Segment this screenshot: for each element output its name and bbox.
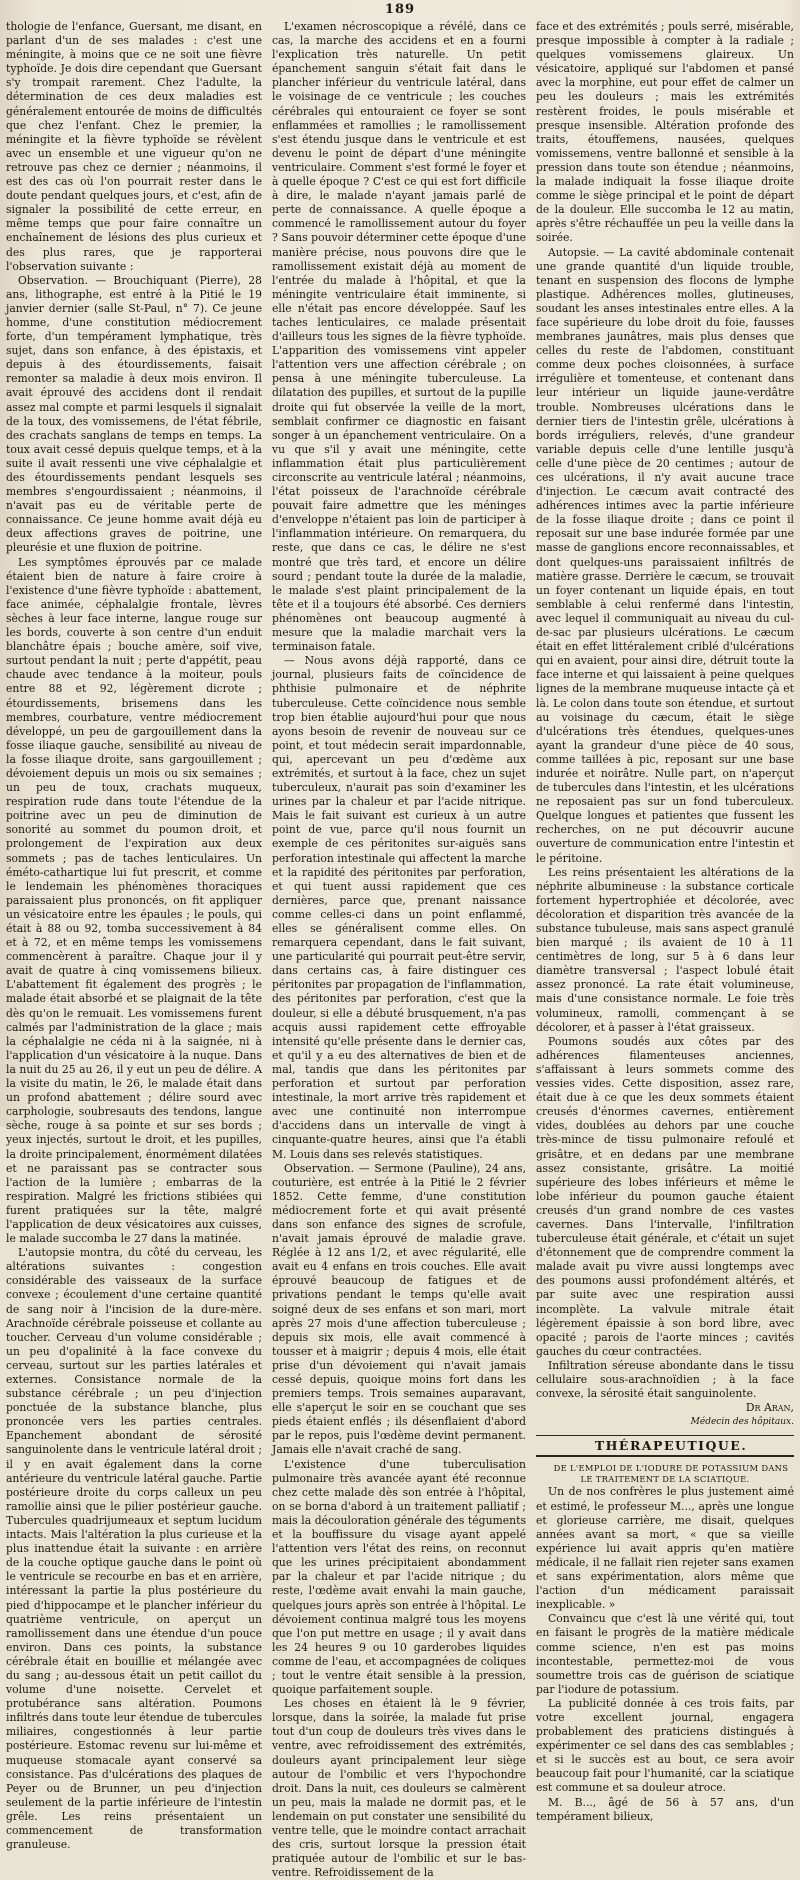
- section-title: THÉRAPEUTIQUE.: [594, 1438, 748, 1454]
- paragraph: Les choses en étaient là le 9 février, lorsque, dans la soirée, la malade fut prise tout d'un coup de douleurs très vives dans le ventre, avec refroidissement des extrémités, douleurs ayant principalement leur siège autour de l'ombilic et vers l'hypochondre droit. Dans la nuit, ces douleurs se calmèrent un peu, mais la malade ne dormit pas, et le lendemain on put constater une sensibilité du ventre telle, que le moindre contact arrachait des cris, surtout lorsque la pression était pratiquée autour de l'ombilic et sur le bas-ventre. Refroidissement de la: [272, 1697, 526, 1880]
- column-right: [536, 20, 794, 1823]
- paragraph: Observation. — Sermone (Pauline), 24 ans, couturière, est entrée à la Pitié le 2 février 1852. Cette femme, d'une constitution médiocrement forte et qui avait présenté dans son enfance des signes de scrofule, n'avait jamais éprouvé de maladie grave. Réglée à 12 ans 1/2, et avec régularité, elle avait eu 4 enfans en trois couches. Elle avait éprouvé beaucoup de fatigues et de privations pendant le temps qu'elle avait soigné deux de ses enfans et son mari, mort après 27 mois d'une affection tuberculeuse ; depuis six mois, elle avait commencé à tousser et à maigrir ; depuis 4 mois, elle était prise d'un dévoiement qui n'avait jamais cessé depuis, quoique moins fort dans les premiers temps. Trois semaines auparavant, elle s'aperçut le soir en se couchant que ses pieds étaient enflés ; ils désenflaient d'abord par le repos, puis l'œdème devint permanent. Jamais elle n'avait craché de sang.: [272, 1161, 526, 1457]
- paragraph: thologie de l'enfance, Guersant, me disant, en parlant d'un de ses malades : c'est une méningite, à moins que ce ne soit une fièvre typhoïde. Je dois dire cependant que Guersant s'y trompait rarement. Chez l'adulte, la détermination de ces deux maladies est généralement entourée de moins de difficultés que chez l'enfant. Chez le premier, la méningite et la fièvre typhoïde se révèlent avec un ensemble et une vigueur qu'on ne retrouve pas chez ce dernier ; néanmoins, il est des cas où l'on pourrait rester dans le doute pendant quelques jours, et c'est, afin de signaler la possibilité de cette erreur, en même temps que pour faire connaître un enchaînement de lésions des plus curieux et des plus rares, que je rapporterai l'observation suivante :: [6, 20, 262, 273]
- signature-role: Médecin des hôpitaux.: [690, 1417, 794, 1428]
- paragraph: M. B..., âgé de 56 à 57 ans, d'un tempérament bilieux,: [536, 1795, 794, 1823]
- column-middle: [272, 20, 526, 1880]
- paragraph: L'autopsie montra, du côté du cerveau, les altérations suivantes : congestion considérable des vaisseaux de la surface convexe ; écoulement d'une certaine quantité de sang noir à l'incision de la dure-mère. Arachnoïde cérébrale poisseuse et collante au toucher. Cerveau d'un volume considérable ; un peu d'opalinité à la face convexe du cerveau, surtout sur les parties latérales et externes. Consistance normale de la substance cérébrale ; un peu d'injection ponctuée de la substance blanche, plus prononcée vers les parties centrales. Epanchement abondant de sérosité sanguinolente dans le ventricule latéral droit ; il y en avait également dans la corne antérieure du ventricule latéral gauche. Partie postérieure droite du corps calleux un peu ramollie ainsi que le pilier postérieur gauche. Tubercules quadrijumeaux et septum lucidum intacts. Mais l'altération la plus curieuse et la plus inattendue était la suivante : en arrière de la couche optique gauche dans le point où le ventricule se recourbe en bas et en arrière, intéressant la partie la plus postérieure du pied d'hippocampe et le plancher inférieur du quatrième ventricule, on aperçut un ramollissement dans une étendue d'un pouce environ. Dans ces points, la substance cérébrale était en bouillie et mélangée avec du sang ; au-dessous était un petit caillot du volume d'une noisette. Cervelet et protubérance sans altération. Poumons infiltrés dans toute leur étendue de tubercules miliaires, congestionnés à leur partie postérieure. Estomac revenu sur lui-même et muqueuse stomacale ayant conservé sa consistance. Pas d'ulcérations des plaques de Peyer ou de Brunner, un peu d'injection seulement de la partie inférieure de l'intestin grêle. Les reins présentaient un commencement de transformation granuleuse.: [6, 1246, 262, 1852]
- section-divider: [536, 1435, 794, 1436]
- paragraph: L'existence d'une tuberculisation pulmonaire très avancée ayant été reconnue chez cette malade dès son entrée à l'hôpital, on se borna d'abord à un traitement palliatif ; mais la découloration générale des téguments et la bouffissure du visage ayant appelé l'attention vers l'état des reins, on reconnut que les urines précipitaient abondamment par la chaleur et par l'acide nitrique ; du reste, l'œdème avait envahi la main gauche, quelques jours après son entrée à l'hôpital. Le dévoiement continua malgré tous les moyens que l'on put mettre en usage ; il y avait dans les 24 heures 9 ou 10 garderobes liquides comme de l'eau, et accompagnées de coliques ; tout le ventre était sensible à la pression, quoique parfaitement souple.: [272, 1457, 526, 1697]
- paragraph: — Nous avons déjà rapporté, dans ce journal, plusieurs faits de coïncidence de phthisie pulmonaire et de néphrite tuberculeuse. Cette coïncidence nous semble trop bien établie aujourd'hui pour que nous ayons besoin de revenir de nouveau sur ce point, et tout médecin serait impardonnable, qui, apercevant un peu d'œdème aux extrémités, et surtout à la face, chez un sujet tuberculeux, n'aurait pas soin d'examiner les urines par la chaleur et par l'acide nitrique. Mais le fait suivant est curieux à un autre point de vue, parce qu'il nous fournit un exemple de ces péritonites sur-aiguës sans perforation intestinale qui affectent la marche et la rapidité des péritonites par perforation, et qui tuent aussi rapidement que ces dernières, parce que, prenant naissance comme celles-ci dans un point enflammé, elles se généralisent comme elles. On remarquera cependant, dans le fait suivant, une particularité qui pourrait peut-être servir, dans certains cas, à faire distinguer ces péritonites par propagation de l'inflammation, des péritonites par perforation, c'est que la douleur, si elle a débuté brusquement, n'a pas acquis aussi rapidement cette effroyable intensité qu'elle présente dans le dernier cas, et qu'il y a eu des alternatives de bien et de mal, tandis que dans les péritonites par perforation et surtout par perforation intestinale, la mort arrive très rapidement et avec une continuité non interrompue d'accidens dans un intervalle de vingt à cinquante-quatre heures, ainsi que l'a établi M. Louis dans ses relevés statistiques.: [272, 654, 526, 1161]
- paragraph: Convaincu que c'est là une vérité qui, tout en faisant le progrès de la matière médicale comme science, n'en est pas moins incontestable, permettez-moi de vous soumettre trois cas de guérison de sciatique par l'iodure de potassium.: [536, 1612, 794, 1696]
- article-title: DE L'EMPLOI DE L'IODURE DE POTASSIUM DANS LE TRAITEMENT DE LA SCIATIQUE.: [553, 1463, 789, 1485]
- paragraph: Observation. — Brouchiquant (Pierre), 28 ans, lithographe, est entré à la Pitié le 19 janvier dernier (salle St-Paul, n° 7). Ce jeune homme, d'une constitution médiocrement forte, d'un tempérament lymphatique, très sujet, dans son enfance, à des épistaxis, et depuis à des étourdissements, faisait remonter sa maladie à deux mois environ. Il avait éprouvé des accidens dont il rendait assez mal compte et parmi lesquels il signalait de la toux, des vomissemens, de l'état fébrile, des crachats sanglans de temps en temps. La toux avait cessé depuis quelque temps, et à la suite il avait ressenti une vive céphalalgie et des étourdissements pendant lesquels ses membres s'engourdissaient ; néanmoins, il n'avait pas eu de véritable perte de connaissance. Ce jeune homme avait déjà eu deux affections graves de poitrine, une pleurésie et une fluxion de poitrine.: [6, 273, 262, 555]
- paragraph: L'examen nécroscopique a révélé, dans ce cas, la marche des accidens et en a fourni l'explication très naturelle. Un petit épanchement sanguin s'était fait dans le plancher inférieur du ventricule latéral, dans le voisinage de ce ventricule ; les couches cérébrales qui entouraient ce foyer se sont enflammées et ramollies ; le ramollissement s'est étendu jusque dans le ventricule et est devenu le point de départ d'une méningite ventriculaire. Comment s'est formé le foyer et à quelle époque ? C'est ce qui est fort difficile à dire, le malade n'ayant jamais parlé de perte de connaissance. A quelle époque a commencé le ramollissement autour du foyer ? Sans pouvoir déterminer cette époque d'une manière précise, nous pouvons dire que le ramollissement existait déjà au moment de l'entrée du malade à l'hôpital, et que la méningite ventriculaire était imminente, si elle n'était pas encore développée. Sauf les taches lenticulaires, ce malade présentait d'ailleurs tous les signes de la fièvre typhoïde. L'apparition des vomissemens vint appeler l'attention vers une affection cérébrale ; on pensa à une méningite tuberculeuse. La dilatation des pupilles, et surtout de la pupille droite qui fut observée la veille de la mort, semblait confirmer ce diagnostic en faisant songer à un épanchement ventriculaire. On a vu que s'il y avait une méningite, cette inflammation était plus particulièrement circonscrite au ventricule latéral ; néanmoins, l'état poisseux de l'arachnoïde cérébrale pouvait faire admettre que les méninges d'enveloppe n'étaient pas loin de participer à l'inflammation intérieure. On remarquera, du reste, que dans ce cas, le délire ne s'est montré que très tard, et encore un délire sourd ; pendant toute la durée de la maladie, le malade s'est plaint principalement de la tête et il a toujours été absorbé. Ces derniers phénomènes ont beaucoup augmenté à mesure que la maladie marchait vers la terminaison fatale.: [272, 20, 526, 654]
- paragraph: Un de nos confrères le plus justement aimé et estimé, le professeur M..., après une longue et glorieuse carrière, me disait, quelques années avant sa mort, « que sa vieille expérience lui avait appris qu'en matière médicale, il ne fallait rien rejeter sans examen et sans expérimentation, alors même que l'action d'un médicament paraissait inexplicable. »: [536, 1485, 794, 1612]
- paragraph: Infiltration séreuse abondante dans le tissu cellulaire sous-arachnoïdien ; à la face convexe, la sérosité était sanguinolente.: [536, 1358, 794, 1401]
- paragraph: Autopsie. — La cavité abdominale contenait une grande quantité d'un liquide trouble, tenant en suspension des flocons de lymphe plastique. Adhérences molles, glutineuses, soudant les anses intestinales entre elles. A la face supérieure du lobe droit du foie, fausses membranes jaunâtres, mais plus denses que celles du reste de l'abdomen, constituant comme deux poches cloisonnées, à surface irrégulière et tomenteuse, et contenant dans leur intérieur un liquide jaune-verdâtre trouble. Nombreuses ulcérations dans le dernier tiers de l'intestin grêle, ulcérations à bords irréguliers, relevés, d'une grandeur variable depuis celle d'une lentille jusqu'à celle d'une pièce de 20 centimes ; autour de ces ulcérations, il n'y avait aucune trace d'injection. Le cæcum avait contracté des adhérences intimes avec la partie inférieure de la fosse iliaque droite ; dans ce point il reposait sur une base indurée formée par une masse de ganglions encore reconnaissables, et dont quelques-uns paraissaient infiltrés de matière grasse. Derrière le cæcum, se trouvait un foyer contenant un liquide épais, en tout semblable à celui renfermé dans l'intestin, avec lequel il communiquait au niveau du cul-de-sac par plusieurs ulcérations. Le cæcum était en effet littéralement criblé d'ulcérations qui en avaient, pour ainsi dire, détruit toute la face interne et qui laissaient à peine quelques lignes de la membrane muqueuse intacte çà et là. Le colon dans toute son étendue, et surtout au voisinage du cæcum, était le siège d'ulcérations très étendues, quelques-unes ayant la grandeur d'une pièce de 40 sous, comme taillées à pic, reposant sur une base indurée et noirâtre. Nulle part, on n'aperçut de tubercules dans l'intestin, et les ulcérations ne reposaient pas sur un fond tuberculeux. Quelque longues et patientes que fussent les recherches, on ne put découvrir aucune ouverture de communication entre l'intestin et le péritoine.: [536, 245, 794, 865]
- section-title-underline: [536, 1455, 794, 1457]
- paragraph: La publicité donnée à ces trois faits, par votre excellent journal, engagera probablement des praticiens distingués à expérimenter ce sel dans des cas semblables ; et si le succès est au bout, ce sera avoir beaucoup fait pour l'humanité, car la sciatique est commune et sa douleur atroce.: [536, 1696, 794, 1795]
- page-number: 189: [384, 2, 416, 17]
- column-left: [6, 20, 262, 1852]
- paragraph: Les reins présentaient les altérations de la néphrite albumineuse : la substance corticale fortement hypertrophiée et décolorée, avec décoloration et disparition très avancée de la substance tubuleuse, mais sans aspect granulé bien marqué ; ils avaient de 10 à 11 centimètres de long, sur 5 à 6 dans leur diamètre transversal ; l'aspect lobulé était assez prononcé. La rate était volumineuse, mais d'une consistance normale. Le foie très volumineux, ramolli, commençant à se décolorer, et à passer à l'état graisseux.: [536, 865, 794, 1034]
- paragraph: Les symptômes éprouvés par ce malade étaient bien de nature à faire croire à l'existence d'une fièvre typhoïde : abattement, face animée, céphalalgie frontale, lèvres sèches à leur face interne, langue rouge sur les bords, couverte à son centre d'un enduit blanchâtre épais ; bouche amère, soif vive, surtout pendant la nuit ; perte d'appétit, peau chaude avec tendance à la moiteur, pouls entre 88 et 92, légèrement dicrote ; étourdissements, brisemens dans les membres, courbature, ventre médiocrement développé, un peu de gargouillement dans la fosse iliaque gauche, sensibilité au niveau de la fosse iliaque droite, sans gargouillement ; dévoiement depuis un mois ou six semaines ; un peu de toux, crachats muqueux, respiration rude dans toute l'étendue de la poitrine avec un peu de diminution de sonorité au sommet du poumon droit, et prolongement de l'expiration aux deux sommets ; pas de taches lenticulaires. Un éméto-cathartique lui fut prescrit, et comme le lendemain les phénomènes thoraciques paraissaient plus prononcés, on fit appliquer un vésicatoire entre les épaules ; le pouls, qui était à 88 ou 92, tomba successivement à 84 et à 72, et en même temps les vomissemens commencèrent à paraître. Chaque jour il y avait de quatre à cinq vomissemens bilieux. L'abattement fit également des progrès ; le malade était absorbé et se plaignait de la tête dès qu'on le remuait. Les vomissemens furent calmés par l'administration de la glace ; mais la céphalalgie ne céda ni à la saignée, ni à l'application d'un vésicatoire à la nuque. Dans la nuit du 25 au 26, il y eut un peu de délire. A la visite du matin, le 26, le malade était dans un profond abattement ; délire sourd avec carphologie, soubresauts des tendons, langue sèche, rouge à sa pointe et sur ses bords ; yeux injectés, surtout le droit, et les pupilles, la droite principalement, énormément dilatées et ne paraissant pas se contracter sous l'action de la lumière ; embarras de la respiration. Malgré les frictions stibiées qui furent pratiquées sur la tête, malgré l'application de deux vésicatoires aux cuisses, le malade succomba le 27 dans la matinée.: [6, 555, 262, 1246]
- signature: [536, 1401, 794, 1429]
- paragraph: Poumons soudés aux côtes par des adhérences filamenteuses anciennes, s'affaissant à leurs sommets comme des vessies vides. Cette disposition, assez rare, était due à ce que les deux sommets étaient creusés d'énormes cavernes, entièrement vides, doublées au dehors par une couche très-mince de tissu pulmonaire refoulé et grisâtre, et en dedans par une membrane assez consistante, grisâtre. La moitié supérieure des lobes inférieurs et même le lobe inférieur du poumon gauche étaient creusés d'un grand nombre de ces vastes cavernes. Dans l'intervalle, l'infiltration tuberculeuse était générale, et c'était un sujet d'étonnement que de comprendre comment la malade avait pu vivre aussi longtemps avec des poumons aussi profondément altérés, et par suite avec une respiration aussi incomplète. La valvule mitrale était légèrement épaissie à son bord libre, avec opacité ; parois de l'aorte minces ; cavités gauches du cœur contractées.: [536, 1034, 794, 1358]
- signature-name: Dr Aran,: [745, 1401, 794, 1415]
- paragraph: face et des extrémités ; pouls serré, misérable, presque impossible à compter à la radiale ; quelques vomissemens glaireux. Un vésicatoire, appliqué sur l'abdomen et pansé avec la morphine, eut pour effet de calmer un peu les douleurs ; mais les extrémités restèrent froides, le pouls misérable et presque insensible. Altération profonde des traits, étouffemens, nausées, quelques vomissemens, ventre ballonné et sensible à la pression dans toute son étendue ; néanmoins, la malade indiquait la fosse iliaque droite comme le siège principal et le point de départ de la douleur. Elle succomba le 12 au matin, après s'être réchauffée un peu la veille dans la soirée.: [536, 20, 794, 245]
